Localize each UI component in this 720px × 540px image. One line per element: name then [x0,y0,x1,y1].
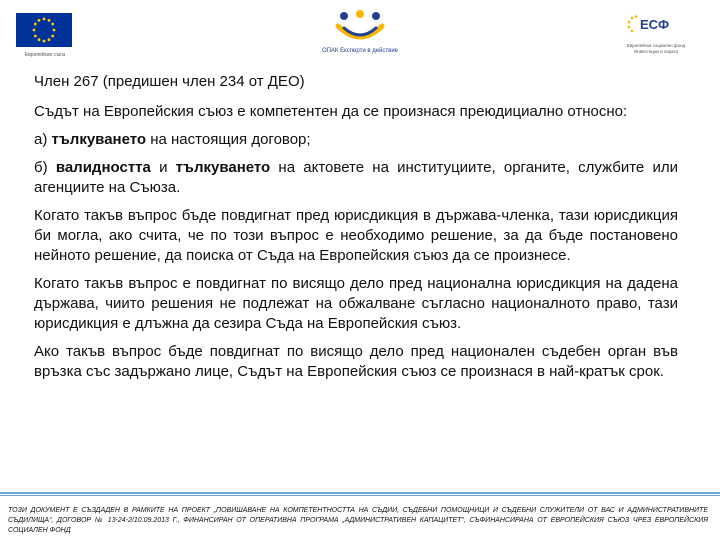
eu-flag-icon [16,13,72,47]
article-item-a [34,130,678,150]
esf-logo-text: ЕСФ [640,17,670,32]
footer-divider-thin [0,495,720,496]
header-logos [0,0,720,64]
item-a-rest: на настоящия договор; [146,131,311,148]
footer-disclaimer: ТОЗИ ДОКУМЕНТ Е СЪЗДАДЕН В РАМКИТЕ НА ПРОЕКТ „ПОВИШАВАНЕ НА КОМПЕТЕНТНОСТТА НА СЪДИИ, СЪДЕБНИ ПОМОЩНИЦИ И СЪДЕБНИ СЛУЖИТЕЛИ ОТ ВАС И АДМИНИСТРАТИВНИТЕ СЪДИЛИЩА“, ДОГОВОР № 13-24-2/10.09.2013 Г., ФИНАНСИРАН ОТ ОПЕРАТИВНА ПРОГРАМА „АДМИНИСТРАТИВЕН КАПАЦИТЕТ“, СЪФИНАНСИРАНА ОТ ЕВРОПЕЙСКИЯ СЪЮЗ ЧРЕЗ ЕВРОПЕЙСКИЯ СОЦИАЛЕН ФОНД [8,507,708,534]
article-para-2: Когато такъв въпрос е повдигнат по висящо дело пред национална юрисдикция на дадена държава, чиито решения не подлежат на обжалване съгласно националното право, тази юрисдикция е длъжна да сезира Съда на Европейския съюз. [34,275,678,332]
item-b-bold2: тълкуването [175,159,271,176]
article-item-b [34,158,678,198]
article-content [34,72,678,382]
esf-logo [626,14,682,36]
item-a-bold: тълкуването [51,131,147,148]
esf-stars-icon [628,15,638,32]
item-b-rest: на актовете на институциите, органите, службите или агенциите на Съюза. [34,159,678,196]
eu-caption: Европейски съюз [24,52,66,58]
article-para-3: Ако такъв въпрос бъде повдигнат по висящо дело пред национален съдебен орган във връзка със задържано лице, Съдът на Европейския съюз се произнася в най-кратък срок. [34,343,678,380]
article-para-1: Когато такъв въпрос бъде повдигнат пред юрисдикция в държава-членка, тази юрисдикция би могла, ако счита, че по този въпрос е необходимо решение, за да бъде постановено нейното решение, да поиска от Съда на Европейския съюз да се произнесе. [34,207,678,264]
opak-logo-icon [334,8,386,44]
esf-caption: Европейски социален фонд Инвестиции в хората [626,43,686,55]
item-b-bold1: валидността [55,159,151,176]
opak-caption: ОПАК Експерти в действие [321,48,399,54]
article-title: Член 267 (предишен член 234 от ДЕО) [34,73,305,90]
item-b-middle: и [150,159,176,176]
footer-divider [0,492,720,494]
article-intro: Съдът на Европейския съюз е компетентен да се произнася преюдициално относно: [34,103,628,120]
item-b-prefix: б) [34,159,56,176]
item-a-prefix: а) [34,131,52,148]
